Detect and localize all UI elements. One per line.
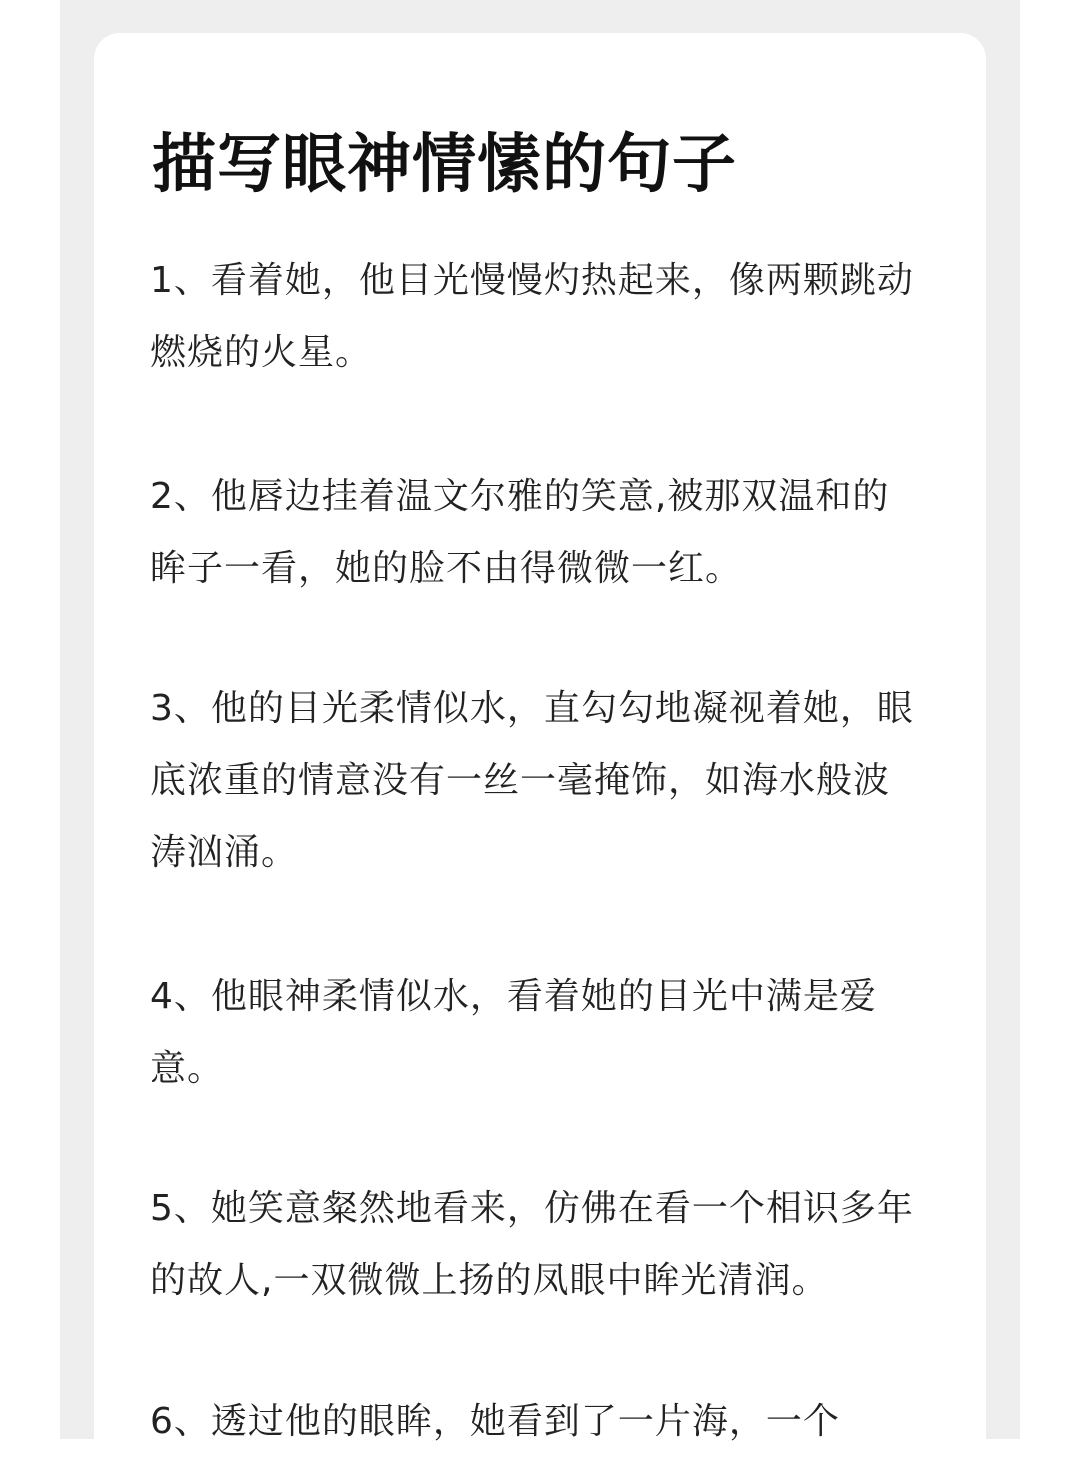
sentence-item: 3、他的目光柔情似水，直勾勾地凝视着她，眼底浓重的情意没有一丝一毫掩饰，如海水般波涛汹涌。 <box>150 688 914 873</box>
sentence-item: 1、看着她，他目光慢慢灼热起来，像两颗跳动燃烧的火星。 <box>150 260 914 373</box>
article-title: 描写眼神情愫的句子 <box>152 128 737 202</box>
sentence-item: 2、他唇边挂着温文尔雅的笑意,被那双温和的眸子一看，她的脸不由得微微一红。 <box>150 476 890 589</box>
article-card <box>94 33 986 1483</box>
sentence-item: 5、她笑意粲然地看来，仿佛在看一个相识多年的故人,一双微微上扬的凤眼中眸光清润。 <box>150 1188 914 1301</box>
sentence-item: 6、透过他的眼眸，她看到了一片海，一个 <box>150 1401 840 1442</box>
sentence-item: 4、他眼神柔情似水，看着她的目光中满是爱意。 <box>150 976 877 1089</box>
